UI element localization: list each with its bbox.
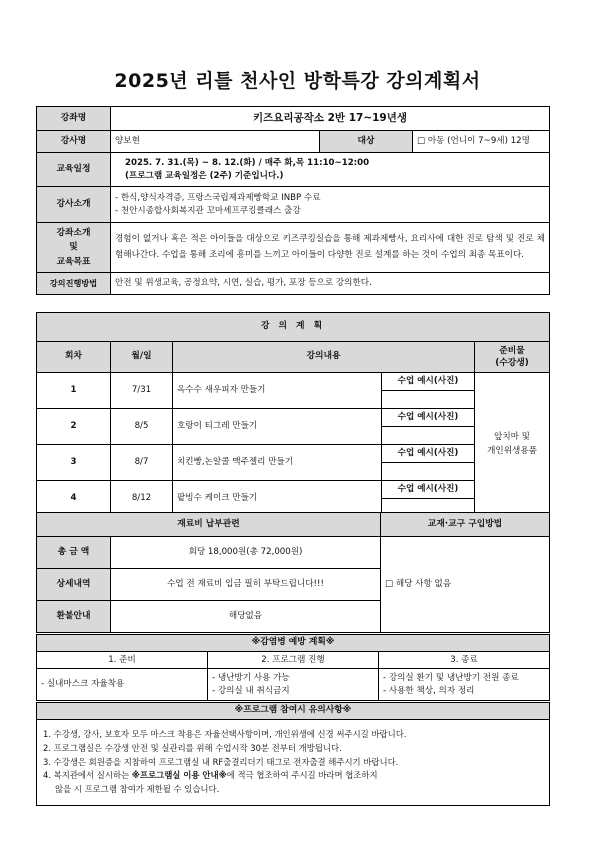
infection-during-2: - 강의실 내 취식금지	[212, 685, 290, 696]
table-row	[37, 409, 550, 445]
session-number: 4	[37, 481, 111, 517]
notice-item-4-d: 않을 시 프로그램 참여가 제한될 수 있습니다.	[55, 783, 220, 794]
prep-line-2: 개인위생용품	[487, 445, 537, 456]
example-photo-label: 수업 예시(사진)	[397, 484, 459, 494]
course-goal-text: 경험이 없거나 혹은 적은 아이들을 대상으로 키즈쿠킹실습을 통해 제과제빵사, 요리사에 대한 진로 탐색 및 진로 체험해나간다. 수업을 통해 조리에 흥미를 느끼고 아이들이 다양한 진로 설계를 하는 것이 수업의 최종 목표이다.	[111, 223, 550, 273]
method-label: 강의진행방법	[37, 273, 111, 295]
session-number: 2	[37, 409, 111, 445]
notice-item-1: 1. 수강생, 강사, 보호자 모두 마스크 착용은 자율선택사항이며, 개인위생에 신경 써주시길 바랍니다.	[43, 729, 407, 740]
col-content: 강의내용	[173, 342, 475, 373]
notice-item-4-c: 에 적극 협조하여 주시길 바라며 협조하지	[226, 770, 378, 781]
session-date: 8/5	[111, 409, 173, 445]
session-content: 호랑이 티그레 만들기	[173, 409, 382, 445]
schedule-label: 교육일정	[37, 153, 111, 187]
instructor-intro-line-1: - 한식,양식자격증, 프랑스국립제과제빵학교 INBP 수료	[115, 192, 321, 203]
session-content: 치킨빵,논알콜 맥주젤리 만들기	[173, 445, 382, 481]
infection-title: ※감염병 예방 계획※	[37, 635, 550, 652]
total-value: 회당 18,000원(총 72,000원)	[111, 537, 381, 569]
example-photo-label: 수업 예시(사진)	[397, 448, 459, 458]
notice-item-4	[43, 769, 545, 783]
target-label: 대상	[320, 131, 413, 153]
fee-table	[36, 512, 550, 633]
course-info-table	[36, 106, 550, 295]
col-session: 회차	[37, 342, 111, 373]
infection-col-end: 3. 종료	[379, 652, 550, 669]
notice-title: ※프로그램 참여시 유의사항※	[37, 703, 550, 720]
instructor-label: 강사명	[37, 131, 111, 153]
instructor-value: 양보현	[111, 131, 320, 153]
goal-label-1: 강좌소개	[56, 228, 91, 239]
infection-prevention-table	[36, 634, 550, 701]
fee-header: 재료비 납부관련	[37, 513, 381, 537]
instructor-intro-label: 강사소개	[37, 187, 111, 223]
course-name-value: 키즈요리공작소 2반 17~19년생	[111, 107, 550, 131]
lecture-plan-title: 강 의 계 획	[37, 313, 550, 342]
refund-label: 환불안내	[37, 601, 111, 633]
infection-col-prep: 1. 준비	[37, 652, 208, 669]
notice-item-4-a: 4. 복지관에서 실시하는	[43, 770, 132, 781]
notice-table	[36, 702, 550, 806]
prep-line-1: 앞치마 및	[494, 431, 530, 442]
example-photo-label: 수업 예시(사진)	[397, 412, 459, 422]
refund-value: 해당없음	[111, 601, 381, 633]
goal-label-3: 교육목표	[56, 256, 91, 267]
goal-label-2: 및	[69, 242, 78, 253]
session-number: 1	[37, 373, 111, 409]
session-date: 8/7	[111, 445, 173, 481]
session-content: 옥수수 새우피자 만들기	[173, 373, 382, 409]
notice-item-2: 2. 프로그램실은 수강생 안전 및 실관리를 위해 수업시작 30분 전부터 개방됩니다.	[43, 743, 342, 754]
infection-prep-text: - 실내마스크 자율착용	[37, 669, 208, 701]
page-title: 2025년 리틀 천사인 방학특강 강의계획서	[114, 70, 481, 92]
notice-item-3: 3. 수강생은 회원증을 지참하여 프로그램실 내 RF출결리더기 태그로 전자출결 해주시기 바랍니다.	[43, 756, 399, 767]
infection-during-1: - 냉난방기 사용 가능	[212, 672, 290, 683]
example-photo-label: 수업 예시(사진)	[397, 376, 459, 386]
total-label: 총 금 액	[37, 537, 111, 569]
infection-end-1: - 강의실 환기 및 냉난방기 전원 종료	[383, 672, 519, 683]
table-row	[37, 373, 550, 409]
instructor-intro-line-2: - 천안시종합사회복지관 꼬마셰프쿠킹클래스 출강	[115, 205, 301, 216]
method-value: 안전 및 위생교육, 공정요약, 시연, 실습, 평가, 포장 등으로 강의한다.	[111, 273, 550, 295]
col-date: 월/일	[111, 342, 173, 373]
course-name-label: 강좌명	[37, 107, 111, 131]
col-prep-2: (수강생)	[495, 358, 529, 368]
table-row	[37, 445, 550, 481]
session-number: 3	[37, 445, 111, 481]
schedule-line-2: (프로그램 교육일정은 (2주) 기준입니다.)	[125, 170, 284, 181]
detail-value: 수업 전 재료비 입금 필히 부탁드립니다!!!	[111, 569, 381, 601]
notice-item-4-b: ※프로그램실 이용 안내※	[131, 770, 227, 781]
supply-value: □ 해당 사항 없음	[381, 537, 550, 633]
col-prep-1: 준비물	[499, 345, 525, 356]
supply-header: 교재·교구 구입방법	[381, 513, 550, 537]
session-date: 8/12	[111, 481, 173, 517]
session-content: 팥빙수 케이크 만들기	[173, 481, 382, 517]
detail-label: 상세내역	[37, 569, 111, 601]
session-date: 7/31	[111, 373, 173, 409]
infection-end-2: - 사용한 책상, 의자 정리	[383, 685, 475, 696]
target-value: □ 아동 (언니이 7~9세) 12명	[413, 131, 550, 153]
lecture-plan-table	[36, 312, 550, 517]
schedule-line-1: 2025. 7. 31.(목) ~ 8. 12.(화) / 매주 화,목 11:10~12:00	[125, 157, 370, 168]
infection-col-during: 2. 프로그램 진행	[208, 652, 379, 669]
